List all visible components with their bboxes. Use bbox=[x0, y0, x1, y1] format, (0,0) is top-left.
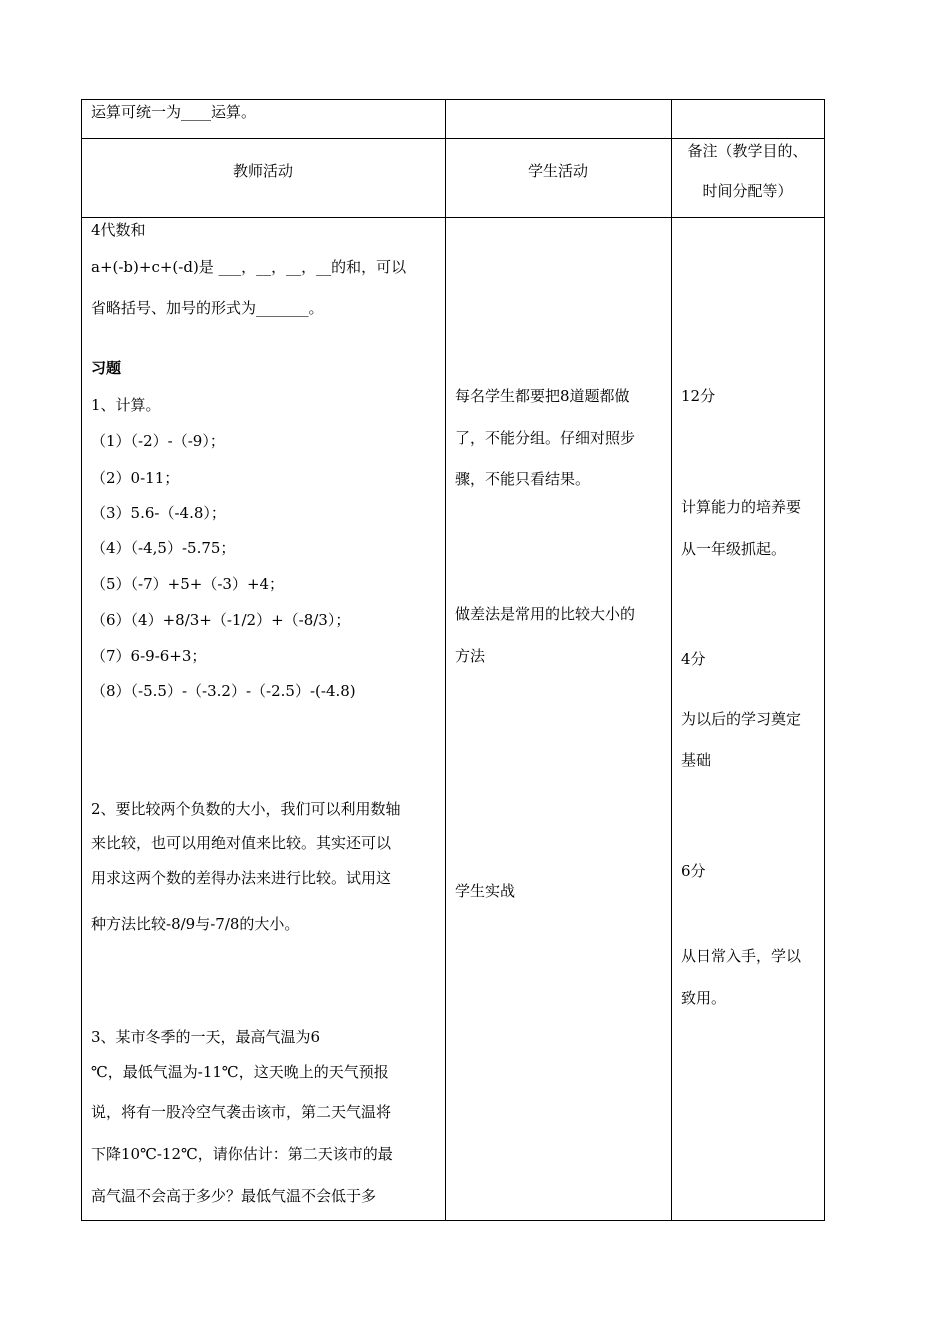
question2-line: 来比较，也可以用绝对值来比较。其实还可以 bbox=[91, 834, 392, 852]
question2-line: 2、要比较两个负数的大小，我们可以利用数轴 bbox=[91, 800, 401, 818]
table-column-divider bbox=[445, 99, 446, 1221]
table-border-bottom bbox=[81, 1220, 825, 1221]
student-note-line: 了，不能分组。仔细对照步 bbox=[455, 429, 636, 447]
time-allocation: 6分 bbox=[681, 862, 706, 880]
question3-line: ℃，最低气温为-11℃，这天晚上的天气预报 bbox=[91, 1063, 389, 1081]
time-allocation: 4分 bbox=[681, 650, 706, 668]
table-column-divider bbox=[671, 99, 672, 1221]
question1-item: （5）（-7）+5+（-3）+4； bbox=[91, 575, 285, 593]
exercises-title: 习题 bbox=[91, 359, 122, 377]
section4-line: a+(-b)+c+(-d)是 ___，__，__，__的和，可以 bbox=[91, 258, 407, 276]
question1-item: （6）（4）+8/3+（-1/2）+（-8/3）； bbox=[91, 611, 351, 629]
question1-title: 1、计算。 bbox=[91, 396, 161, 414]
purpose-note-line: 为以后的学习奠定 bbox=[681, 710, 802, 728]
student-note-line: 每名学生都要把8道题都做 bbox=[455, 387, 630, 405]
section4-title: 4代数和 bbox=[91, 221, 146, 239]
table-row-divider bbox=[81, 138, 825, 139]
student-note-line: 骤，不能只看结果。 bbox=[455, 470, 591, 488]
student-note-line: 方法 bbox=[455, 647, 486, 665]
student-note-line: 做差法是常用的比较大小的 bbox=[455, 605, 636, 623]
header-teacher-activity: 教师活动 bbox=[232, 162, 293, 180]
question1-item: （8）（-5.5）-（-3.2）-（-2.5）-(-4.8) bbox=[91, 682, 356, 700]
question1-item: （2）0-11； bbox=[91, 469, 180, 487]
question2-line: 用求这两个数的差得办法来进行比较。试用这 bbox=[91, 869, 392, 887]
table-row-divider bbox=[81, 217, 825, 218]
question1-item: （1）（-2）-（-9）； bbox=[91, 432, 225, 450]
section4-line: 省略括号、加号的形式为_______。 bbox=[91, 299, 324, 317]
purpose-note-line: 从日常入手，学以 bbox=[681, 947, 802, 965]
question1-item: （3）5.6-（-4.8）； bbox=[91, 504, 226, 522]
question3-line: 3、某市冬季的一天，最高气温为6 bbox=[91, 1028, 321, 1046]
table-border-right bbox=[824, 99, 825, 1221]
question3-line: 下降10℃-12℃，请你估计：第二天该市的最 bbox=[91, 1145, 393, 1163]
student-practice-note: 学生实战 bbox=[455, 882, 516, 900]
lesson-plan-table bbox=[81, 99, 825, 1221]
purpose-note-line: 计算能力的培养要 bbox=[681, 498, 802, 516]
question2-line: 种方法比较-8/9与-7/8的大小。 bbox=[91, 915, 300, 933]
table-border-top bbox=[81, 99, 825, 100]
question3-line: 高气温不会高于多少？最低气温不会低于多 bbox=[91, 1187, 377, 1205]
header-student-activity: 学生活动 bbox=[527, 162, 588, 180]
intro-text: 运算可统一为____运算。 bbox=[91, 103, 257, 121]
question3-line: 说，将有一股冷空气袭击该市，第二天气温将 bbox=[91, 1103, 392, 1121]
header-notes-line2: 时间分配等） bbox=[702, 182, 793, 200]
purpose-note-line: 从一年级抓起。 bbox=[681, 540, 787, 558]
question1-item: （4）（-4,5）-5.75； bbox=[91, 539, 236, 557]
time-allocation: 12分 bbox=[681, 387, 716, 405]
question1-item: （7）6-9-6+3； bbox=[91, 647, 207, 665]
purpose-note-line: 致用。 bbox=[681, 989, 727, 1007]
header-notes-line1: 备注（教学目的、 bbox=[687, 142, 808, 160]
table-border-left bbox=[81, 99, 82, 1221]
purpose-note-line: 基础 bbox=[681, 751, 712, 769]
